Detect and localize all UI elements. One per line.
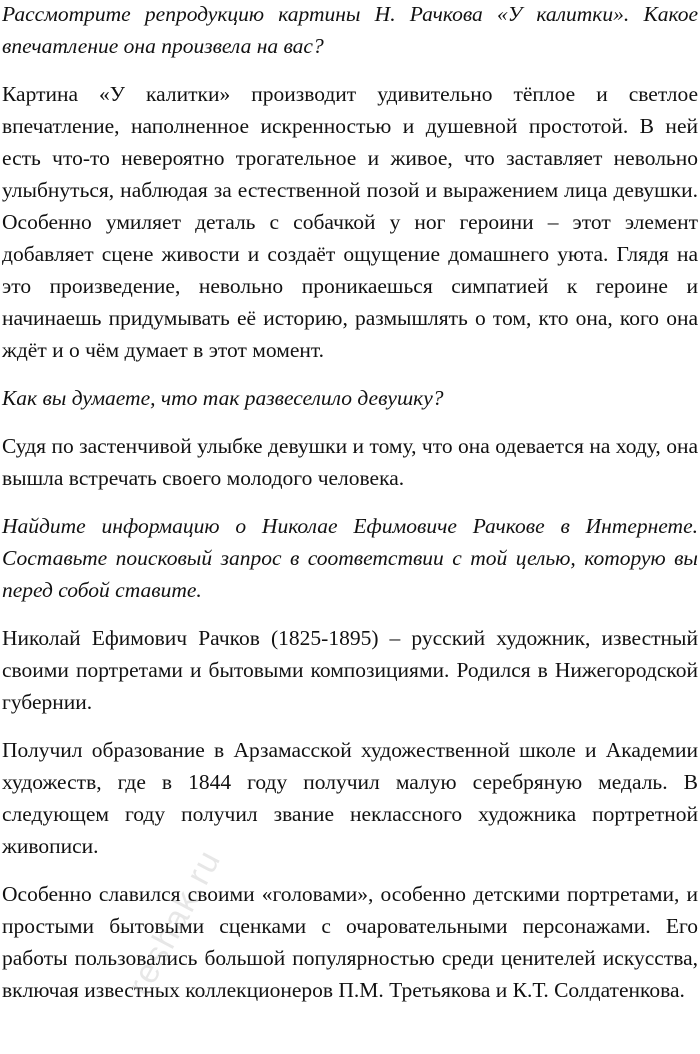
question-3: Найдите информацию о Николае Ефимовиче Рачкове в Интернете. Составьте поисковый запрос в соответствии с той целью, которую вы перед собой ставите.	[2, 514, 698, 602]
question-1: Рассмотрите репродукцию картины Н. Рачкова «У калитки». Какое впечатление она произвела на вас?	[2, 2, 698, 58]
watermark: reshak.ru	[120, 842, 229, 1002]
answer-3-paragraph-2: Получил образование в Арзамасской художественной школе и Академии художеств, где в 1844 году получил малую серебряную медаль. В следующем году получил звание неклассного художника портретной живописи.	[2, 738, 698, 858]
answer-3-paragraph-3: Особенно славился своими «головами», особенно детскими портретами, и простыми бытовыми сценками с очаровательными персонажами. Его работы пользовались большой популярностью среди ценителей искусства, включая известных коллекционеров П.М. Третьякова и К.Т. Солдатенкова.	[2, 882, 698, 1002]
answer-3-paragraph-1: Николай Ефимович Рачков (1825-1895) – русский художник, известный своими портретами и бытовыми композициями. Родился в Нижегородской губернии.	[2, 626, 698, 714]
answer-2: Судя по застенчивой улыбке девушки и тому, что она одевается на ходу, она вышла встречать своего молодого человека.	[2, 434, 698, 490]
answer-1: Картина «У калитки» производит удивительно тёплое и светлое впечатление, наполненное искренностью и душевной простотой. В ней есть что-то невероятно трогательное и живое, что заставляет невольно улыбнуться, наблюдая за естественной позой и выражением лица девушки. Особенно умиляет деталь с собачкой у ног героини – этот элемент добавляет сцене живости и создаёт ощущение домашнего уюта. Глядя на это произведение, невольно проникаешься симпатией к героине и начинаешь придумывать её историю, размышлять о том, кто она, кого она ждёт и о чём думает в этот момент.	[2, 82, 698, 362]
question-2: Как вы думаете, что так развеселило девушку?	[2, 386, 444, 410]
